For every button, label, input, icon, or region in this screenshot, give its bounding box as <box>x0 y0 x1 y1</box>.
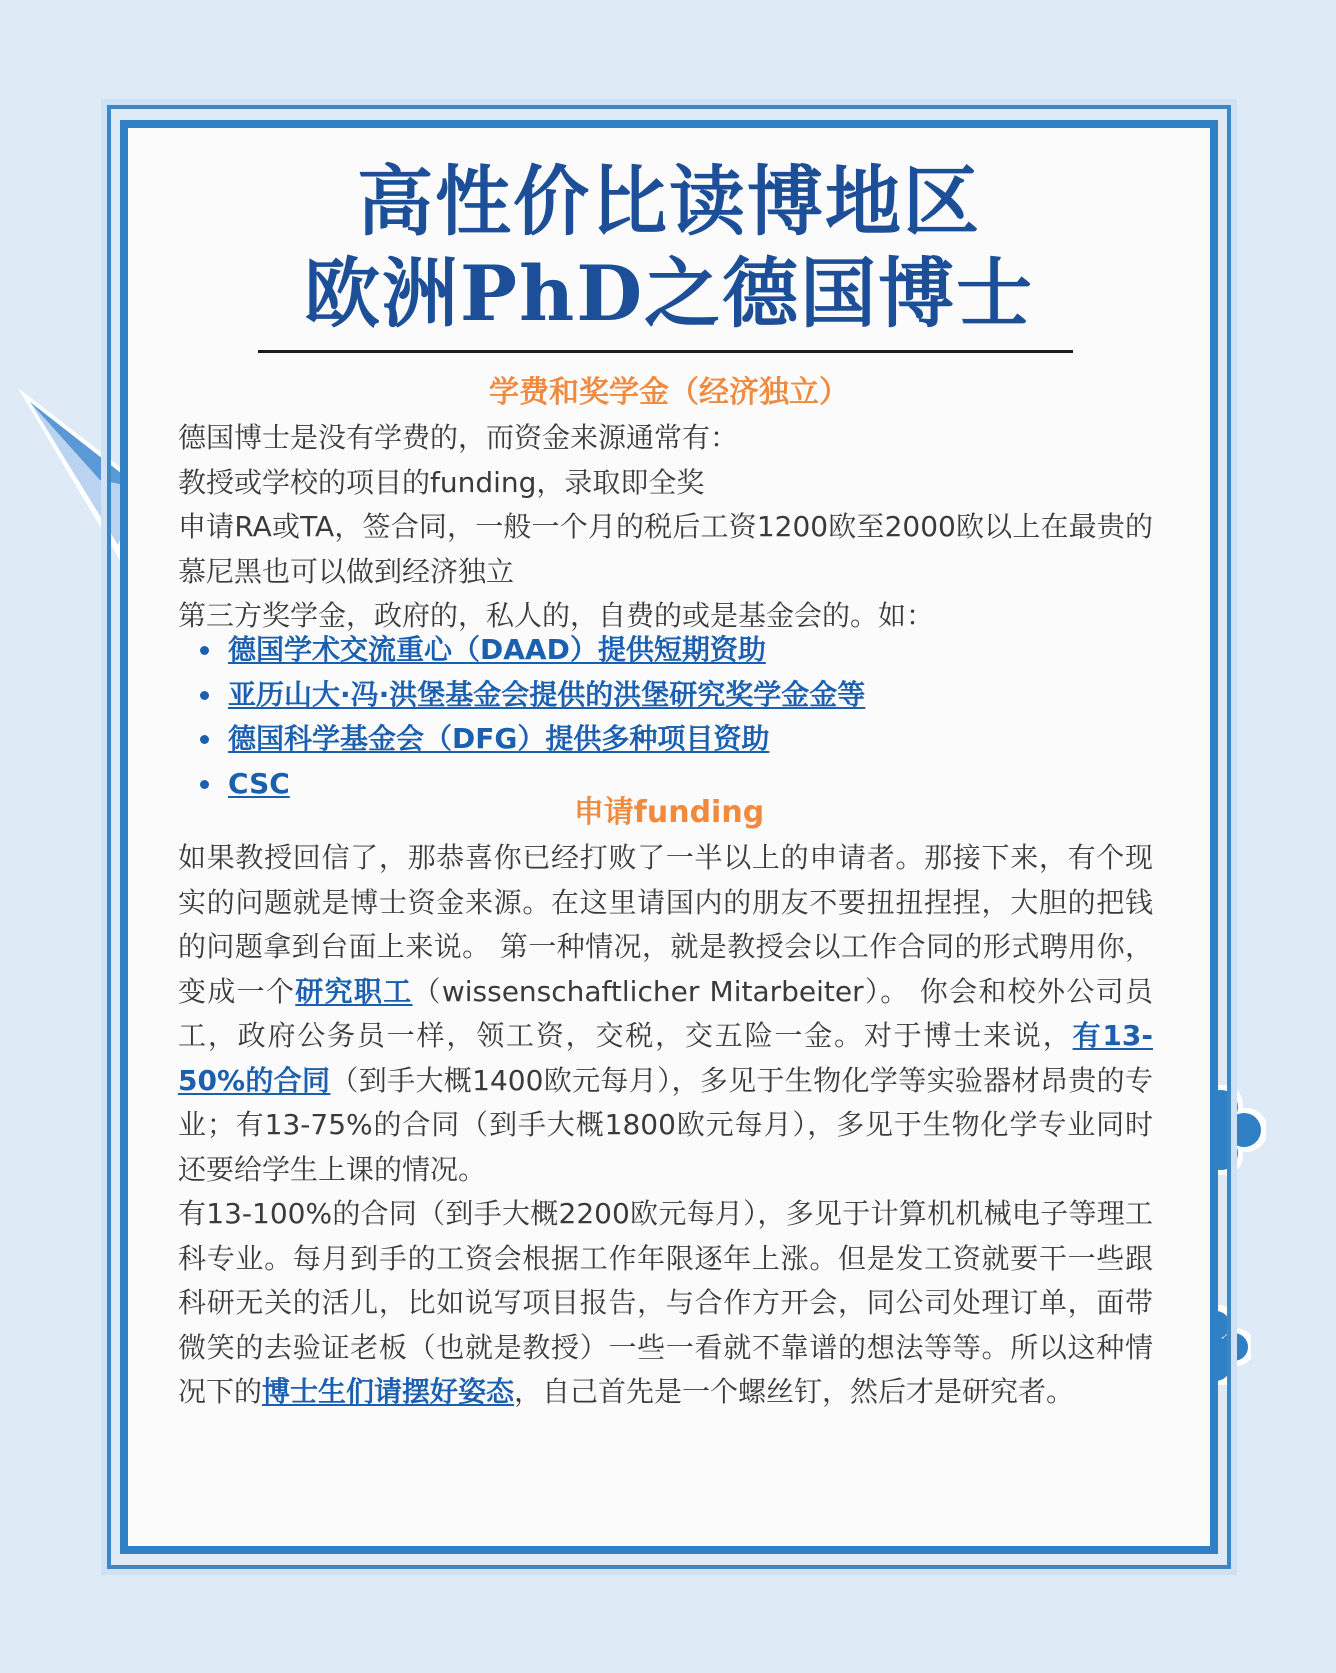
paragraph <box>178 1192 1153 1415</box>
funding-text <box>178 836 1153 1415</box>
link-contract-13-50[interactable]: 有13-50%的合同 <box>178 1019 1153 1097</box>
text-span: （到手大概1400欧元每月），多见于生物化学等实验器材昂贵的专业；有13-75%的合同（到手大概1800欧元每月），多见于生物化学专业同时还要给学生上课的情况。 <box>178 1063 1153 1186</box>
bullet-icon <box>200 735 209 744</box>
link-research-staff[interactable]: 研究职工 <box>295 974 413 1008</box>
paragraph: 第三方奖学金，政府的，私人的，自费的或是基金会的。如： <box>178 599 935 632</box>
link-humboldt[interactable]: 亚历山大·冯·洪堡基金会提供的洪堡研究奖学金金等 <box>228 677 866 711</box>
text-span: （wissenschaftlicher Mitarbeiter）。 你会和校外公司员工，政府公务员一样，领工资，交税，交五险一金。对于博士来说， <box>178 974 1153 1052</box>
link-dfg[interactable]: 德国科学基金会（DFG）提供多种项目资助 <box>228 722 770 755</box>
section-heading-funding: 申请funding <box>573 795 765 830</box>
tuition-text <box>178 416 1153 639</box>
paragraph: 申请RA或TA，签合同，一般一个月的税后工资1200欧至2000欧以上在最贵的慕尼黑也可以做到经济独立 <box>178 510 1153 588</box>
link-daad[interactable]: 德国学术交流重心（DAAD）提供短期资助 <box>228 633 766 666</box>
title-line-1: 高性价比读博地区 <box>357 157 981 246</box>
link-csc[interactable]: CSC <box>228 766 290 800</box>
paragraph: 德国博士是没有学费的，而资金来源通常有： <box>178 421 739 454</box>
content-card <box>120 120 1218 1554</box>
bullet-icon <box>200 646 209 655</box>
paragraph <box>178 836 1153 1192</box>
scholarship-list <box>178 628 1153 806</box>
list-item <box>178 628 1153 673</box>
title-divider <box>258 350 1073 353</box>
text-span: ，自己首先是一个螺丝钉，然后才是研究者。 <box>514 1375 1075 1408</box>
section-heading-tuition: 学费和奖学金（经济独立） <box>489 375 849 410</box>
bullet-icon <box>200 691 209 700</box>
bullet-icon <box>200 780 209 789</box>
paragraph: 教授或学校的项目的funding，录取即全奖 <box>178 465 705 499</box>
list-item <box>178 717 1153 762</box>
page-title <box>128 156 1210 340</box>
text-span: 如果教授回信了，那恭喜你已经打败了一半以上的申请者。那接下来，有个现实的问题就是博士资金来源。在这里请国内的朋友不要扭扭捏捏，大胆的把钱的问题拿到台面上来说。 第一种情况，就是教授会以工作合同的形式聘用你，变成一个 <box>178 841 1153 1008</box>
list-item <box>178 673 1153 718</box>
link-phd-attitude[interactable]: 博士生们请摆好姿态 <box>262 1375 515 1408</box>
title-line-2: 欧洲PhD之德国博士 <box>303 249 1035 338</box>
text-span: 有13-100%的合同（到手大概2200欧元每月），多见于计算机机械电子等理工科专业。每月到手的工资会根据工作年限逐年上涨。但是发工资就要干一些跟科研无关的活儿，比如说写项目报告，与合作方开会，同公司处理订单，面带微笑的去验证老板（也就是教授）一些一看就不靠谱的想法等等。所以这种情况下的 <box>178 1197 1153 1408</box>
